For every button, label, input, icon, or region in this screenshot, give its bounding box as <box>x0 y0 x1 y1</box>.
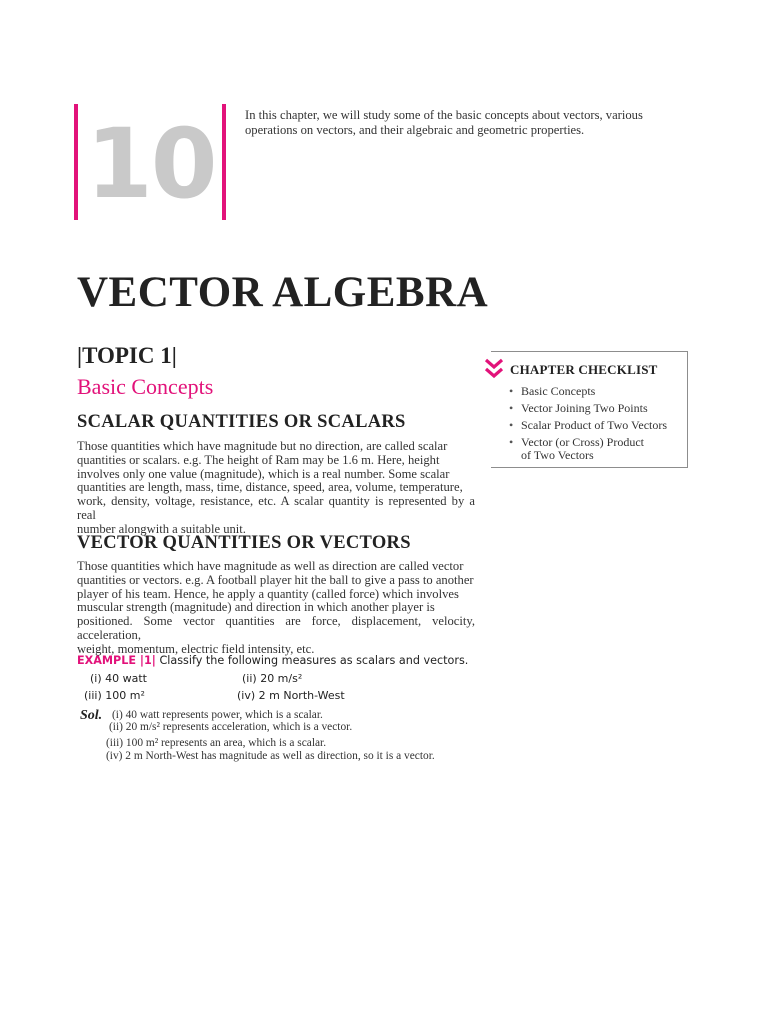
solution-line: (iv) 2 m North-West has magnitude as well as direction, so it is a vector. <box>106 750 435 762</box>
solution-label: Sol. <box>80 708 103 723</box>
chapter-left-bar <box>74 104 78 220</box>
example-heading <box>77 654 468 667</box>
example-question: Classify the following measures as scalars and vectors. <box>159 654 469 667</box>
vectors-heading: VECTOR QUANTITIES OR VECTORS <box>77 533 411 553</box>
chapter-intro <box>245 108 670 138</box>
scalars-heading: SCALAR QUANTITIES OR SCALARS <box>77 412 406 432</box>
solution-line: (ii) 20 m/s² represents acceleration, which is a vector. <box>109 721 353 733</box>
example-option: (iv) 2 m North-West <box>237 689 345 702</box>
intro-line: In this chapter, we will study some of the basic concepts about vectors, various <box>245 108 643 122</box>
topic-subtitle: Basic Concepts <box>77 374 214 399</box>
solution-line: (iii) 100 m² represents an area, which is a scalar. <box>106 737 327 749</box>
vectors-paragraph: Those quantities which have magnitude as well as direction are called vector quantities or vectors. e.g. A football player hit the ball to give a pass to another player of his team. Hence, he apply a quantity (called force) which involves muscular strength (magnitude) and direction in which another player is positioned. Some vector quantities are force, displacement, velocity, acceleration, weight, momentum, electric field intensity, etc. <box>77 559 475 656</box>
checklist-items <box>509 383 667 461</box>
scalars-paragraph: Those quantities which have magnitude but no direction, are called scalar quantities or scalars. e.g. The height of Ram may be 1.6 m. Here, height involves only one value (magnitude), which is a real number. Some scalar quantities are length, mass, time, distance, speed, area, volume, temperature, work, density, voltage, resistance, etc. A scalar quantity is represented by a real number alongwith a suitable unit. <box>77 439 475 536</box>
intro-line: operations on vectors, and their algebraic and geometric properties. <box>245 123 585 137</box>
chapter-right-bar <box>222 104 226 220</box>
example-label: EXAMPLE |1| <box>77 654 156 667</box>
topic-label: |TOPIC 1| <box>77 343 177 368</box>
list-item: • Vector (or Cross) Product of Two Vectors <box>509 434 667 461</box>
example-option: (i) 40 watt <box>90 672 147 685</box>
double-chevron-down-icon <box>485 358 503 380</box>
list-item: • Basic Concepts <box>509 383 667 400</box>
list-item: • Scalar Product of Two Vectors <box>509 417 667 434</box>
example-option: (ii) 20 m/s² <box>242 672 303 685</box>
list-item-continuation: of Two Vectors <box>521 448 594 462</box>
chapter-title: VECTOR ALGEBRA <box>77 269 489 316</box>
chapter-checklist <box>491 351 688 468</box>
list-item: • Vector Joining Two Points <box>509 400 667 417</box>
example-option: (iii) 100 m² <box>84 689 145 702</box>
solution-line: (i) 40 watt represents power, which is a scalar. <box>112 709 323 721</box>
checklist-title: CHAPTER CHECKLIST <box>510 362 658 377</box>
chapter-number: 10 <box>86 108 216 220</box>
